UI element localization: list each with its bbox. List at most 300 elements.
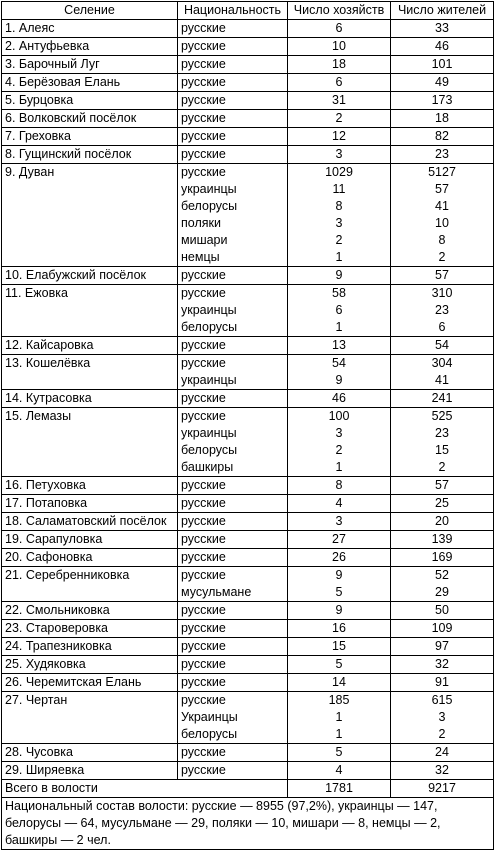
residents-value: 32 [435, 763, 449, 777]
households-cell [288, 602, 391, 620]
settlement-name-text: 1. Алеяс [5, 21, 55, 35]
settlement-name [2, 92, 178, 110]
households-value: 3 [335, 216, 343, 230]
settlement-name-text: 20. Сафоновка [5, 550, 93, 564]
nationality-value: украинцы [181, 303, 237, 317]
settlement-name [2, 56, 178, 74]
households-cell [288, 267, 391, 285]
residents-value: 5127 [428, 165, 456, 179]
households-value: 1 [335, 250, 343, 264]
nationality-cell [178, 567, 288, 602]
residents-value: 54 [435, 338, 449, 352]
settlement-name-text: 28. Чусовка [5, 745, 73, 759]
table-row [2, 92, 494, 110]
residents-value: 23 [435, 426, 449, 440]
nationality-cell [178, 146, 288, 164]
households-cell [288, 513, 391, 531]
table-row [2, 408, 494, 477]
households-cell [288, 477, 391, 495]
header-residents: Число жителей [391, 2, 494, 20]
nationality-value: русские [181, 657, 226, 671]
residents-value: 10 [435, 216, 449, 230]
settlement-name [2, 355, 178, 390]
households-value: 11 [332, 182, 346, 196]
table-row [2, 567, 494, 602]
households-value: 2 [335, 111, 343, 125]
note-row [2, 798, 494, 850]
residents-value: 139 [431, 532, 453, 546]
households-value: 6 [335, 303, 343, 317]
households-cell [288, 549, 391, 567]
settlement-name-text: 13. Кошелёвка [5, 356, 91, 370]
households-cell [288, 531, 391, 549]
households-value: 3 [335, 147, 343, 161]
table-row [2, 477, 494, 495]
households-cell [288, 567, 391, 602]
nationality-cell [178, 337, 288, 355]
households-value: 18 [332, 57, 346, 71]
households-value: 5 [335, 657, 343, 671]
households-value: 54 [332, 356, 346, 370]
households-value: 9 [335, 568, 343, 582]
residents-value: 3 [438, 710, 446, 724]
households-cell [288, 164, 391, 267]
settlement-name-text: 21. Серебренниковка [5, 568, 130, 582]
residents-value: 6 [438, 320, 446, 334]
settlement-name [2, 744, 178, 762]
table-row [2, 285, 494, 337]
nationality-value: поляки [181, 216, 221, 230]
residents-value: 57 [435, 478, 449, 492]
households-cell [288, 92, 391, 110]
nationality-cell [178, 408, 288, 477]
residents-cell [391, 146, 494, 164]
residents-cell [391, 620, 494, 638]
households-cell [288, 146, 391, 164]
households-value: 14 [332, 675, 346, 689]
nationality-value: русские [181, 39, 226, 53]
households-cell [288, 390, 391, 408]
nationality-value: русские [181, 268, 226, 282]
households-cell [288, 285, 391, 337]
nationality-value: русские [181, 356, 226, 370]
nationality-value: русские [181, 286, 226, 300]
households-value: 16 [332, 621, 346, 635]
settlement-name [2, 477, 178, 495]
residents-cell [391, 38, 494, 56]
residents-cell [391, 128, 494, 146]
nationality-value: русские [181, 532, 226, 546]
households-cell [288, 56, 391, 74]
settlement-name-text: 23. Староверовка [5, 621, 109, 635]
settlement-name [2, 390, 178, 408]
settlement-name-text: 8. Гущинский посёлок [5, 147, 132, 161]
settlement-name [2, 337, 178, 355]
settlement-name-text: 15. Лемазы [5, 409, 72, 423]
nationality-cell [178, 674, 288, 692]
settlement-name [2, 531, 178, 549]
settlement-name-text: 2. Антуфьевка [5, 39, 90, 53]
residents-cell [391, 285, 494, 337]
settlement-name [2, 128, 178, 146]
table-row [2, 602, 494, 620]
settlement-name [2, 692, 178, 744]
nationality-cell [178, 620, 288, 638]
residents-value: 615 [431, 693, 453, 707]
households-cell [288, 620, 391, 638]
residents-value: 24 [435, 745, 449, 759]
nationality-cell [178, 38, 288, 56]
nationality-value: русские [181, 603, 226, 617]
households-value: 1 [335, 710, 343, 724]
nationality-summary-note: Национальный состав волости: русские — 8955 (97,2%), украинцы — 147, белорусы — 64, мусульмане — 29, поляки — 10, мишари — 8, немцы — 2, башкиры — 2 чел. [2, 798, 494, 850]
nationality-value: русские [181, 111, 226, 125]
households-value: 27 [332, 532, 346, 546]
nationality-value: русские [181, 391, 226, 405]
residents-value: 23 [435, 303, 449, 317]
residents-value: 169 [431, 550, 453, 564]
households-value: 10 [332, 39, 346, 53]
header-row [2, 2, 494, 20]
nationality-value: русские [181, 621, 226, 635]
nationality-cell [178, 267, 288, 285]
households-value: 1 [335, 320, 343, 334]
residents-value: 25 [435, 496, 449, 510]
nationality-cell [178, 762, 288, 780]
nationality-value: русские [181, 550, 226, 564]
nationality-value: русские [181, 165, 226, 179]
nationality-cell [178, 20, 288, 38]
table-row [2, 620, 494, 638]
residents-value: 15 [435, 443, 449, 457]
residents-cell [391, 110, 494, 128]
residents-cell [391, 56, 494, 74]
households-value: 5 [335, 745, 343, 759]
table-row [2, 390, 494, 408]
nationality-value: немцы [181, 250, 220, 264]
residents-cell [391, 337, 494, 355]
residents-cell [391, 355, 494, 390]
nationality-value: русские [181, 478, 226, 492]
settlement-name [2, 567, 178, 602]
nationality-value: русские [181, 21, 226, 35]
settlement-name-text: 24. Трапезниковка [5, 639, 112, 653]
residents-cell [391, 495, 494, 513]
settlement-name [2, 638, 178, 656]
households-cell [288, 337, 391, 355]
nationality-value: русские [181, 745, 226, 759]
households-value: 12 [332, 129, 346, 143]
nationality-cell [178, 390, 288, 408]
residents-value: 173 [431, 93, 453, 107]
households-cell [288, 495, 391, 513]
total-label: Всего в волости [2, 780, 288, 798]
settlement-name [2, 285, 178, 337]
settlement-name-text: 10. Елабужский посёлок [5, 268, 147, 282]
households-cell [288, 128, 391, 146]
nationality-value: русские [181, 693, 226, 707]
nationality-value: башкиры [181, 460, 234, 474]
households-value: 1 [335, 460, 343, 474]
settlement-name-text: 16. Петуховка [5, 478, 86, 492]
residents-value: 23 [435, 147, 449, 161]
settlement-name [2, 74, 178, 92]
table-row [2, 674, 494, 692]
households-value: 9 [335, 373, 343, 387]
households-cell [288, 656, 391, 674]
households-cell [288, 355, 391, 390]
settlement-name [2, 20, 178, 38]
households-value: 9 [335, 603, 343, 617]
residents-value: 109 [431, 621, 453, 635]
households-value: 46 [332, 391, 346, 405]
table-row [2, 549, 494, 567]
residents-cell [391, 549, 494, 567]
nationality-cell [178, 56, 288, 74]
households-value: 3 [335, 426, 343, 440]
residents-value: 525 [431, 409, 453, 423]
households-cell [288, 762, 391, 780]
residents-cell [391, 656, 494, 674]
residents-value: 57 [435, 182, 449, 196]
settlement-name-text: 18. Саламатовский посёлок [5, 514, 167, 528]
table-row [2, 744, 494, 762]
households-value: 13 [332, 338, 346, 352]
residents-cell [391, 267, 494, 285]
households-value: 9 [335, 268, 343, 282]
residents-cell [391, 20, 494, 38]
nationality-cell [178, 164, 288, 267]
settlement-name-text: 26. Черемитская Елань [5, 675, 142, 689]
households-value: 2 [335, 233, 343, 247]
nationality-cell [178, 285, 288, 337]
nationality-cell [178, 744, 288, 762]
settlement-name [2, 267, 178, 285]
households-value: 6 [335, 21, 343, 35]
residents-value: 101 [431, 57, 453, 71]
nationality-cell [178, 128, 288, 146]
settlement-name [2, 38, 178, 56]
households-value: 185 [328, 693, 350, 707]
nationality-cell [178, 531, 288, 549]
households-cell [288, 744, 391, 762]
residents-value: 20 [435, 514, 449, 528]
households-value: 15 [332, 639, 346, 653]
table-row [2, 20, 494, 38]
nationality-value: русские [181, 338, 226, 352]
residents-value: 33 [435, 21, 449, 35]
residents-value: 50 [435, 603, 449, 617]
households-value: 31 [332, 93, 346, 107]
settlement-name [2, 656, 178, 674]
residents-value: 41 [435, 199, 449, 213]
residents-cell [391, 390, 494, 408]
residents-cell [391, 762, 494, 780]
nationality-value: русские [181, 639, 226, 653]
settlement-name [2, 408, 178, 477]
table-row [2, 762, 494, 780]
table-row [2, 513, 494, 531]
settlement-name-text: 3. Барочный Луг [5, 57, 100, 71]
residents-cell [391, 692, 494, 744]
households-value: 5 [335, 585, 343, 599]
nationality-value: мишари [181, 233, 228, 247]
nationality-value: украинцы [181, 182, 237, 196]
households-value: 8 [335, 199, 343, 213]
households-cell [288, 638, 391, 656]
nationality-value: русские [181, 409, 226, 423]
residents-value: 91 [435, 675, 449, 689]
residents-value: 29 [435, 585, 449, 599]
nationality-cell [178, 495, 288, 513]
settlement-name [2, 549, 178, 567]
nationality-cell [178, 602, 288, 620]
nationality-cell [178, 656, 288, 674]
nationality-value: белорусы [181, 199, 238, 213]
households-value: 1029 [325, 165, 353, 179]
residents-cell [391, 674, 494, 692]
residents-value: 82 [435, 129, 449, 143]
residents-value: 32 [435, 657, 449, 671]
households-value: 3 [335, 514, 343, 528]
residents-value: 2 [438, 460, 446, 474]
households-value: 8 [335, 478, 343, 492]
settlement-name-text: 25. Худяковка [5, 657, 86, 671]
table-row [2, 692, 494, 744]
residents-value: 2 [438, 250, 446, 264]
households-cell [288, 674, 391, 692]
settlement-name-text: 17. Потаповка [5, 496, 88, 510]
households-cell [288, 20, 391, 38]
nationality-value: Украинцы [181, 710, 238, 724]
households-value: 26 [332, 550, 346, 564]
nationality-cell [178, 638, 288, 656]
nationality-cell [178, 355, 288, 390]
settlement-name-text: 29. Ширяевка [5, 763, 85, 777]
header-households: Число хозяйств [288, 2, 391, 20]
table-row [2, 531, 494, 549]
residents-value: 18 [435, 111, 449, 125]
residents-value: 2 [438, 727, 446, 741]
table-row [2, 74, 494, 92]
residents-value: 241 [431, 391, 453, 405]
residents-cell [391, 164, 494, 267]
nationality-cell [178, 692, 288, 744]
households-value: 4 [335, 496, 343, 510]
nationality-cell [178, 549, 288, 567]
settlement-name [2, 762, 178, 780]
households-value: 4 [335, 763, 343, 777]
nationality-value: русские [181, 147, 226, 161]
nationality-value: русские [181, 763, 226, 777]
nationality-value: украинцы [181, 426, 237, 440]
nationality-value: белорусы [181, 727, 238, 741]
nationality-value: русские [181, 496, 226, 510]
households-cell [288, 110, 391, 128]
table-row [2, 355, 494, 390]
settlement-name [2, 674, 178, 692]
total-households: 1781 [288, 780, 391, 798]
households-value: 58 [332, 286, 346, 300]
residents-cell [391, 531, 494, 549]
households-value: 1 [335, 727, 343, 741]
nationality-value: русские [181, 57, 226, 71]
residents-cell [391, 638, 494, 656]
households-value: 100 [328, 409, 350, 423]
residents-value: 8 [438, 233, 446, 247]
settlement-name [2, 164, 178, 267]
table-row [2, 164, 494, 267]
residents-value: 46 [435, 39, 449, 53]
households-cell [288, 408, 391, 477]
settlement-name [2, 146, 178, 164]
settlement-name-text: 7. Греховка [5, 129, 71, 143]
nationality-value: русские [181, 75, 226, 89]
nationality-cell [178, 92, 288, 110]
volost-population-table [1, 1, 494, 850]
table-body [2, 20, 494, 780]
nationality-value: русские [181, 129, 226, 143]
residents-cell [391, 567, 494, 602]
table-row [2, 56, 494, 74]
residents-cell [391, 744, 494, 762]
nationality-cell [178, 74, 288, 92]
settlement-name [2, 620, 178, 638]
settlement-name-text: 14. Кутрасовка [5, 391, 92, 405]
settlement-name-text: 27. Чертан [5, 693, 68, 707]
residents-value: 52 [435, 568, 449, 582]
residents-cell [391, 513, 494, 531]
settlement-name-text: 11. Ежовка [5, 286, 68, 300]
table-row [2, 38, 494, 56]
households-cell [288, 692, 391, 744]
nationality-value: украинцы [181, 373, 237, 387]
settlement-name-text: 4. Берёзовая Елань [5, 75, 121, 89]
table-row [2, 110, 494, 128]
nationality-value: русские [181, 93, 226, 107]
residents-value: 304 [431, 356, 453, 370]
nationality-cell [178, 477, 288, 495]
settlement-name [2, 495, 178, 513]
total-residents: 9217 [391, 780, 494, 798]
settlement-name [2, 602, 178, 620]
table-row [2, 146, 494, 164]
residents-value: 41 [435, 373, 449, 387]
residents-value: 310 [431, 286, 453, 300]
nationality-value: русские [181, 514, 226, 528]
nationality-value: русские [181, 568, 226, 582]
settlement-name-text: 5. Бурцовка [5, 93, 74, 107]
table-row [2, 267, 494, 285]
households-value: 2 [335, 443, 343, 457]
total-row [2, 780, 494, 798]
nationality-cell [178, 110, 288, 128]
settlement-name [2, 513, 178, 531]
nationality-value: мусульмане [181, 585, 252, 599]
settlement-name [2, 110, 178, 128]
settlement-name-text: 12. Кайсаровка [5, 338, 94, 352]
nationality-cell [178, 513, 288, 531]
settlement-name-text: 22. Смольниковка [5, 603, 110, 617]
residents-cell [391, 477, 494, 495]
residents-cell [391, 92, 494, 110]
residents-value: 57 [435, 268, 449, 282]
table-row [2, 337, 494, 355]
table-row [2, 495, 494, 513]
nationality-value: белорусы [181, 443, 238, 457]
settlement-name-text: 6. Волковский посёлок [5, 111, 137, 125]
residents-value: 49 [435, 75, 449, 89]
